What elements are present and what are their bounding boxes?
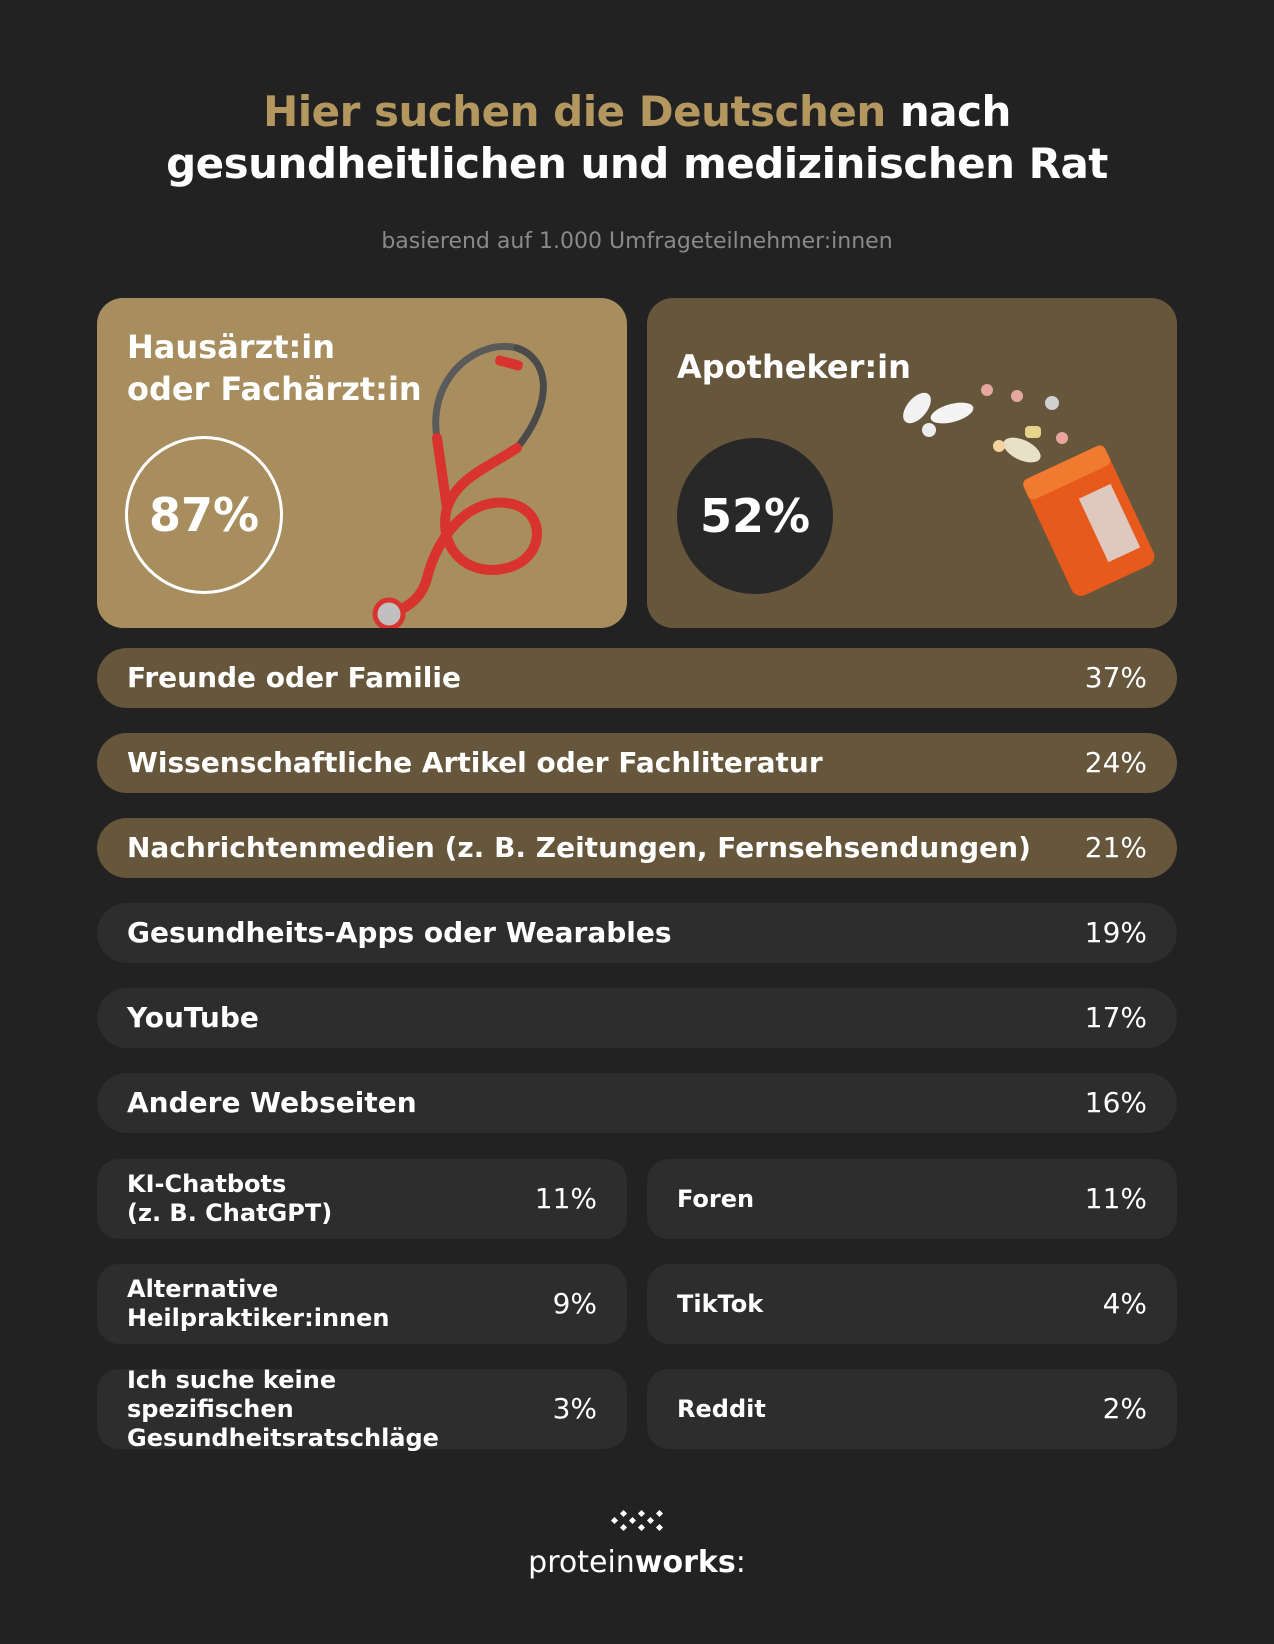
tile-label-line2: Gesundheitsratschläge [127,1423,439,1452]
title-line2: gesundheitlichen und medizinischen Rat [166,139,1108,188]
tile-row [97,1264,627,1344]
tile-label [127,1159,507,1239]
bar-value: 16% [1084,1086,1147,1119]
tile-value: 11% [534,1182,597,1215]
title-accent: Hier suchen die Deutschen [263,87,886,136]
bar-label: Nachrichtenmedien (z. B. Zeitungen, Fernsehsendungen) [127,831,1031,864]
brand-light: protein [528,1545,635,1580]
tile-label-line1: KI-Chatbots [127,1170,287,1198]
brand-bold: works [634,1545,736,1580]
tile-label: Foren [677,1184,755,1213]
brand-logo [0,1545,1274,1580]
tile-row [97,1365,627,1452]
bar-label: Freunde oder Familie [127,661,461,694]
pill-bottle-icon [887,378,1157,618]
tile-label [127,1264,507,1344]
logo-dots-icon [610,1509,664,1535]
bar-row [97,988,1177,1048]
highlight-card-pharmacist [647,298,1177,628]
bar-label: Gesundheits-Apps oder Wearables [127,916,672,949]
highlight-card-doctor [97,298,627,628]
bar-label: YouTube [127,1001,259,1034]
value-ring-doctor: 87% [125,436,283,594]
bar-value: 17% [1084,1001,1147,1034]
bar-row [97,1073,1177,1133]
bar-value: 37% [1084,661,1147,694]
bar-value: 24% [1084,746,1147,779]
bar-label: Andere Webseiten [127,1086,417,1119]
tile-row [647,1159,1177,1239]
brand-suffix: : [735,1545,746,1580]
bar-row [97,648,1177,708]
title-rest: nach [899,87,1011,136]
tile-row [647,1369,1177,1449]
subtitle: basierend auf 1.000 Umfrageteilnehmer:innen [381,229,893,254]
value-disc-pharmacist: 52% [677,438,833,594]
tile-label-line1: Alternative [127,1275,279,1303]
tile-label-line2: (z. B. ChatGPT) [127,1199,333,1227]
card-label-line1: Hausärzt:in [127,328,336,366]
bar-row [97,733,1177,793]
tile-value: 2% [1102,1392,1147,1425]
card-label-pharmacist: Apotheker:in [677,348,911,386]
stethoscope-icon [367,318,587,628]
tile-value: 3% [552,1392,597,1425]
tile-row [647,1264,1177,1344]
tile-value: 4% [1102,1287,1147,1320]
tile-value: 9% [552,1287,597,1320]
tile-value: 11% [1084,1182,1147,1215]
bar-row [97,903,1177,963]
bar-label: Wissenschaftliche Artikel oder Fachliteratur [127,746,823,779]
tile-label [127,1365,507,1452]
tile-label-line1: Ich suche keine spezifischen [127,1365,337,1423]
tile-label: Reddit [677,1394,766,1423]
card-label-line2: oder Fachärzt:in [127,370,422,408]
bar-value: 21% [1084,831,1147,864]
tile-row [97,1159,627,1239]
tile-label-line2: Heilpraktiker:innen [127,1304,390,1332]
tile-label: TikTok [677,1289,764,1318]
bar-row [97,818,1177,878]
bar-value: 19% [1084,916,1147,949]
page-title [0,86,1274,190]
